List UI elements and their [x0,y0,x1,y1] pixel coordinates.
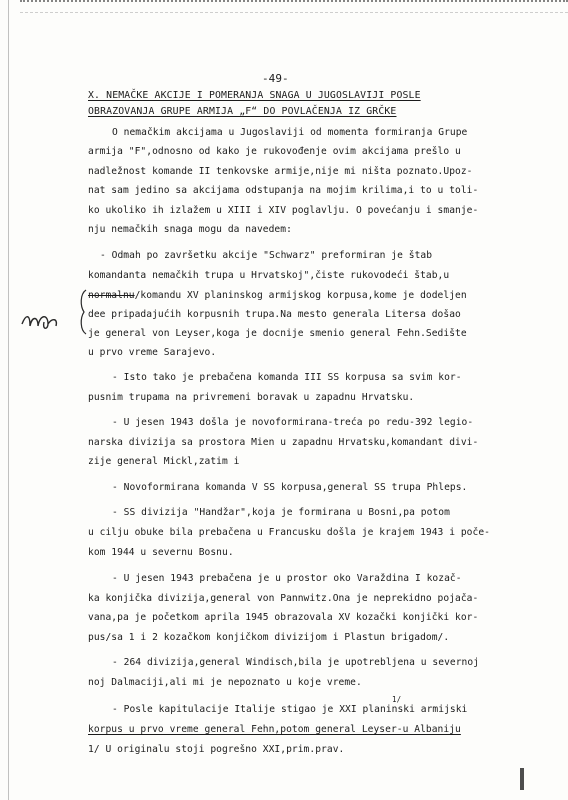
scan-left-edge [8,0,9,800]
item-line: - 264 divizija,general Windisch,bila je upotrebljena u severnoj [112,657,480,668]
intro-line: O nemačkim akcijama u Jugoslaviji od momenta formiranja Grupe [112,127,468,138]
item-line: komandanta nemačkih trupa u Hrvatskoj",čiste rukovodeći štab,u [88,270,450,281]
item-line: vana,pa je početkom aprila 1945 obrazovala XV kozački konjički kor- [88,612,479,623]
item-line: u prvo vreme Sarajevo. [88,347,217,358]
intro-line: ko ukoliko ih izlažem u XIII i XIV poglavlju. O povećanju i smanje- [88,205,479,216]
item-line: pusnim trupama na privremeni boravak u zapadnu Hrvatsku. [88,392,415,403]
item-line: - Isto tako je prebačena komanda III SS korpusa sa svim kor- [112,372,462,383]
item-line: ka konjička divizija,general von Pannwitz.Ona je neprekidno pojača- [88,593,479,604]
intro-line: nju nemačkih snaga mogu da navedem: [88,224,292,235]
item-line: - Odmah po završetku akcije "Schwarz" preformiran je štab [100,250,433,261]
item-line: u cilju obuke bila prebačena u Francusku došla je krajem 1943 i poče- [88,527,490,538]
item-line: - U jesen 1943 došla je novoformirana-treća po redu-392 legio- [112,417,474,428]
item-line: pus/sa 1 i 2 kozačkom konjičkom divizijom i Plastun brigadom/. [88,632,450,643]
item-line: noj Dalmaciji,ali mi je nepoznato u koje vreme. [88,677,362,688]
intro-line: armija "F",odnosno od kako je rukovođenje ovim akcijama prešlo u [88,146,461,157]
section-title-line-2: OBRAZOVANJA GRUPE ARMIJA „F“ DO POVLAČENJA IZ GRČKE [88,106,397,117]
intro-line: nat sam jedino sa akcijama odstupanja na mojim krilima,i to u toli- [88,185,479,196]
section-title-line-1: X. NEMAČKE AKCIJE I POMERANJA SNAGA U JUGOSLAVIJI POSLE [88,90,421,101]
handwritten-bracket [76,288,88,336]
item-line: korpus u prvo vreme general Fehn,potom general Leyser-u Albaniju [88,724,461,735]
scan-artifact [520,768,524,790]
page-number: -49- [262,72,289,85]
scan-top-edge [20,0,568,24]
item-line: kom 1944 u severnu Bosnu. [88,547,234,558]
item-line: - Novoformirana komanda V SS korpusa,general SS trupa Phleps. [112,482,468,493]
item-line-with-strike: normalnu/komandu XV planinskog armijskog korpusa,kome je dodeljen [88,290,467,301]
item-line: narska divizija sa prostora Mien u zapadnu Hrvatsku,komandant divi- [88,437,479,448]
item-line: je general von Leyser,koga je docnije smenio general Fehn.Sedište [88,328,467,339]
intro-line: nadležnost komande II tenkovske armije,nije mi ništa poznato.Upoz- [88,166,473,177]
item-line: zije general Mickl,zatim i [88,456,240,467]
struck-word: normalnu [88,290,135,301]
item-line: dee pripadajućih korpusnih trupa.Na mesto generala Litersa došao [88,309,461,320]
handwritten-margin-note [18,302,62,338]
item-line: - Posle kapitulacije Italije stigao je XXI planinski armijski [112,704,468,715]
footnote-reference: 1/ [392,695,402,704]
item-line: - U jesen 1943 prebačena je u prostor oko Varaždina I kozač- [112,573,462,584]
footnote: 1/ U originalu stoji pogrešno XXI,prim.prav. [88,744,345,755]
item-line: - SS divizija "Handžar",koja je formirana u Bosni,pa potom [112,507,450,518]
